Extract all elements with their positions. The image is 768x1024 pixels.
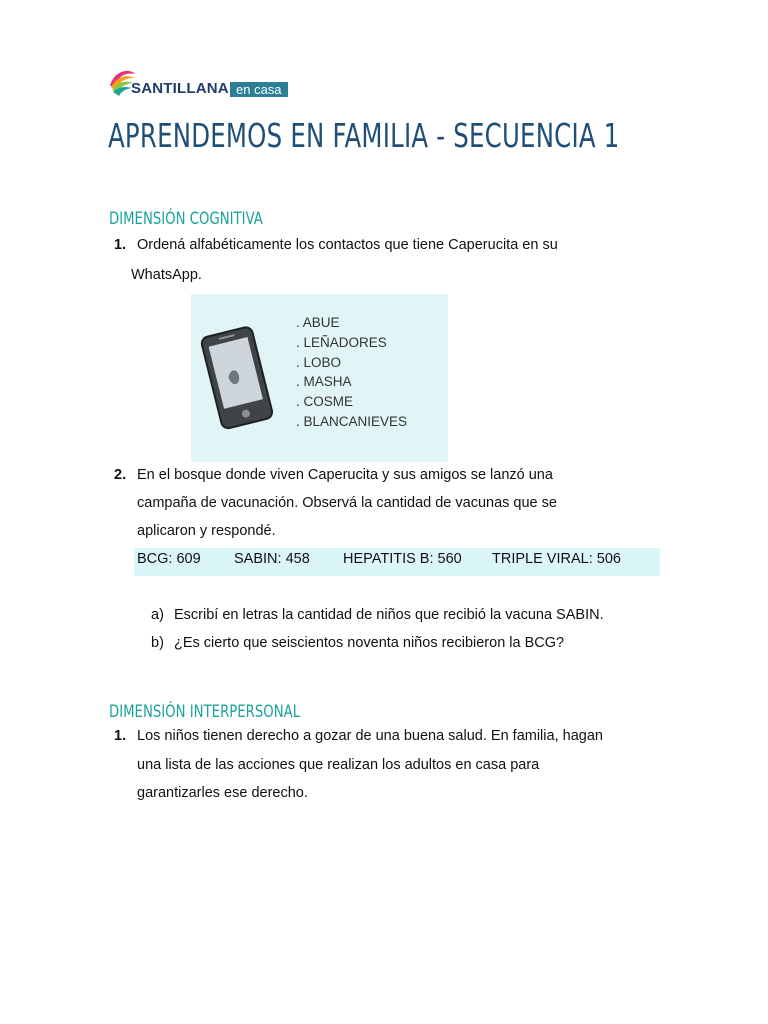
question-text: una lista de las acciones que realizan los adultos en casa para (137, 757, 540, 773)
brand-tag: en casa (230, 82, 288, 97)
contact-item: . MASHA (296, 374, 352, 390)
question-text: Ordená alfabéticamente los contactos que tiene Caperucita en su (137, 237, 558, 253)
contact-item: . ABUE (296, 315, 340, 330)
subquestion-label: b) (151, 635, 164, 651)
contact-item: . LOBO (296, 354, 342, 370)
question-text: Los niños tienen derecho a gozar de una buena salud. En familia, hagan (137, 728, 603, 744)
brand-name: SANTILLANA (131, 80, 229, 97)
contacts-list (296, 313, 407, 432)
subquestion-text: ¿Es cierto que seiscientos noventa niños recibieron la BCG? (174, 635, 565, 651)
question-text: En el bosque donde viven Caperucita y sus amigos se lanzó una (137, 467, 553, 483)
contact-item: . LEÑADORES (296, 334, 387, 350)
contact-item: . BLANCANIEVES (296, 413, 408, 429)
vaccine-bcg: BCG: 609 (137, 551, 201, 567)
question-number: 2. (114, 467, 127, 483)
page-title: APRENDEMOS EN FAMILIA - SECUENCIA 1 (108, 116, 620, 155)
question-text: campaña de vacunación. Observá la cantidad de vacunas que se (137, 495, 557, 511)
smartphone-icon (199, 323, 274, 438)
section-heading-interpersonal: DIMENSIÓN INTERPERSONAL (109, 702, 301, 722)
question-text: WhatsApp. (131, 267, 202, 283)
subquestion-label: a) (151, 607, 164, 623)
vaccine-hepatitis-b: HEPATITIS B: 560 (343, 551, 462, 567)
section-heading-cognitive: DIMENSIÓN COGNITIVA (109, 209, 263, 229)
question-number: 1. (114, 237, 127, 253)
vaccine-triple-viral: TRIPLE VIRAL: 506 (492, 551, 621, 567)
question-text: aplicaron y respondé. (137, 523, 276, 539)
subquestion-text: Escribí en letras la cantidad de niños que recibió la vacuna SABIN. (174, 607, 604, 623)
vaccine-sabin: SABIN: 458 (234, 551, 310, 567)
contact-item: . COSME (296, 394, 354, 410)
question-number: 1. (114, 728, 127, 744)
question-text: garantizarles ese derecho. (137, 785, 308, 801)
